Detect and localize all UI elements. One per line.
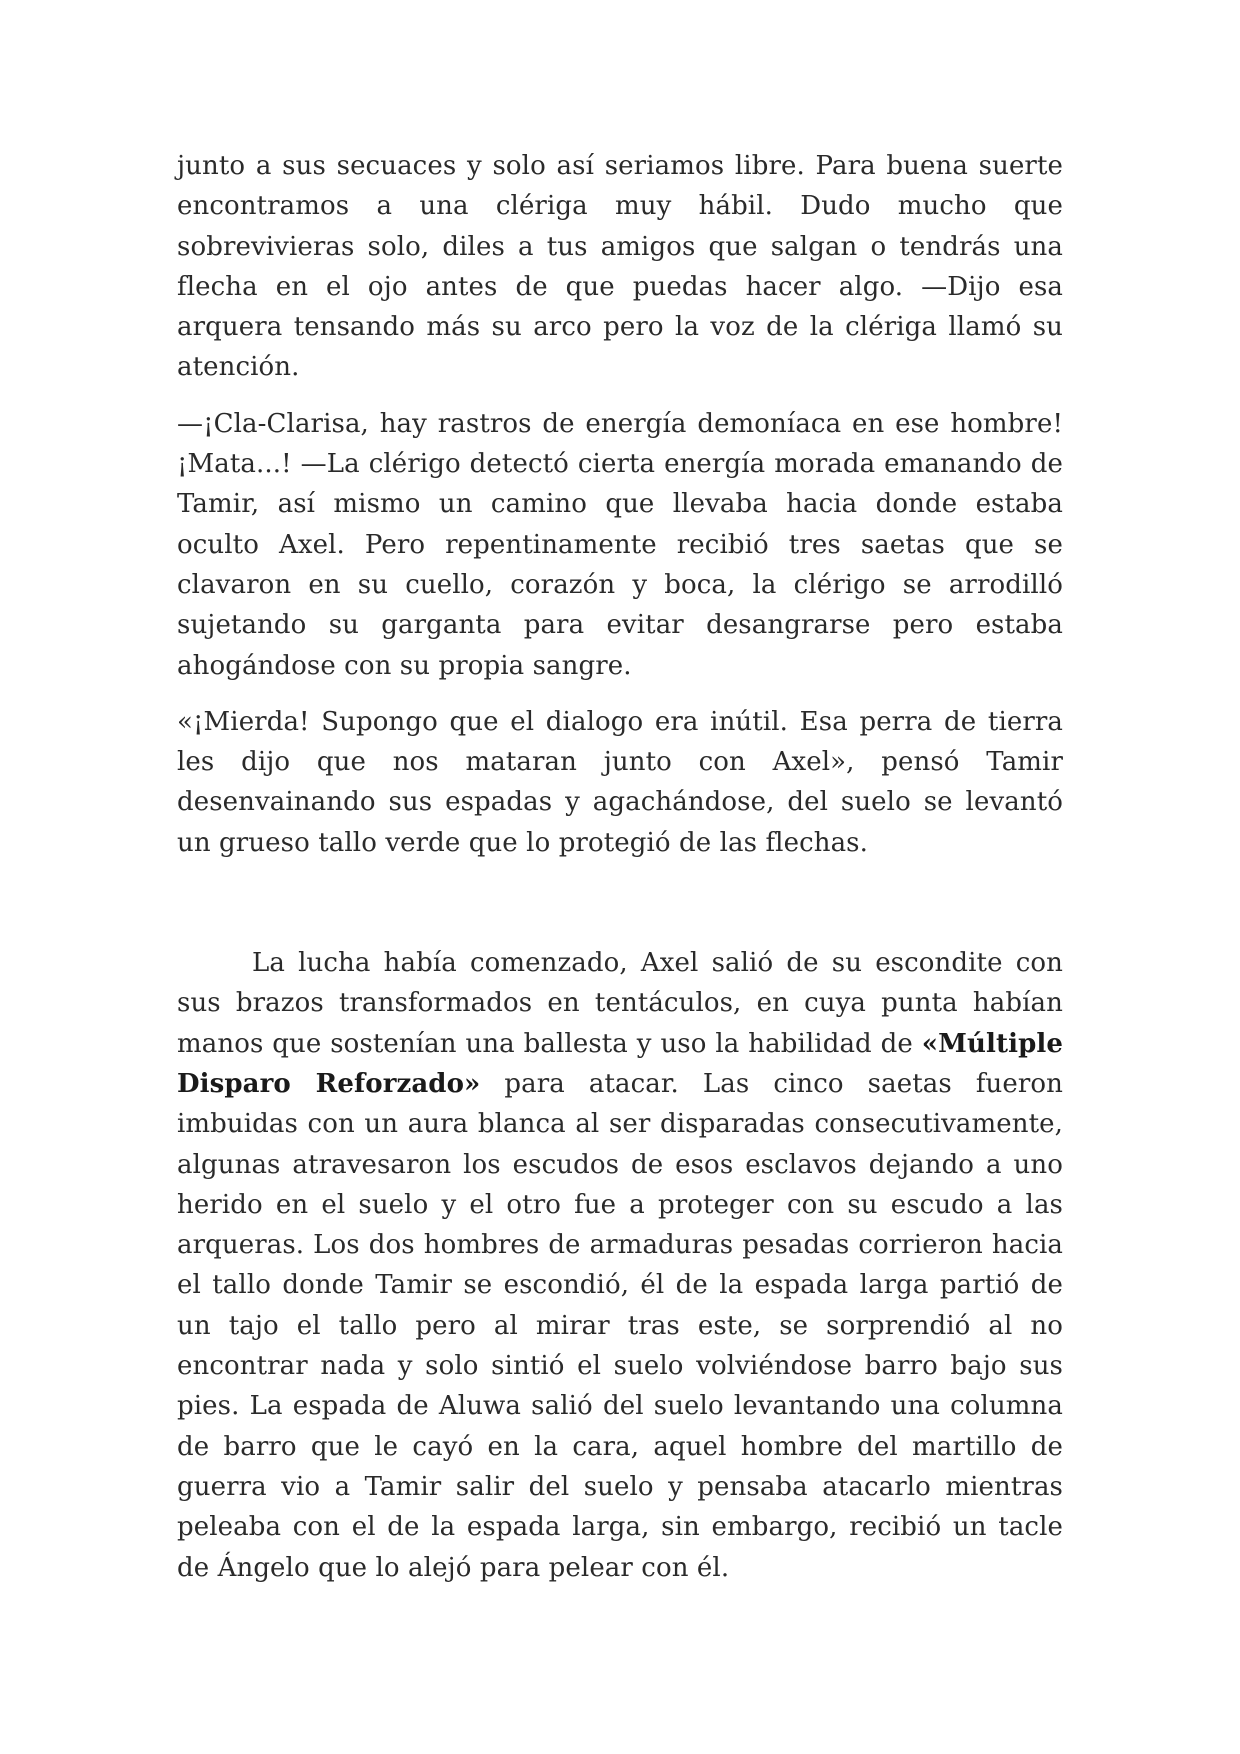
paragraph: junto a sus secuaces y solo así seriamos libre. Para buena suerte encontramos a una clériga muy hábil. Dudo mucho que sobrevivieras solo, diles a tus amigos que salgan o tendrás una flecha en el ojo antes de que puedas hacer algo. —Dijo esa arquera tensando más su arco pero la voz de la clériga llamó su atención. [177, 151, 1063, 383]
skill-name: «Múltiple Disparo Reforzado» [177, 1028, 1063, 1099]
paragraph: «¡Mierda! Supongo que el dialogo era inútil. Esa perra de tierra les dijo que nos mataran junto con Axel», pensó Tamir desenvainando sus espadas y agachándose, del suelo se levantó un grueso tallo verde que lo protegió de las flechas. [177, 706, 1063, 858]
paragraph-text: La lucha había comenzado, Axel salió de su escondite con sus brazos transformados en tentáculos, en cuya punta habían manos que sostenían una ballesta y uso la habilidad de [177, 948, 1063, 1059]
paragraph-text: para atacar. Las cinco saetas fueron imbuidas con un aura blanca al ser disparadas consecutivamente, algunas atravesaron los escudos de esos esclavos dejando a uno herido en el suelo y el otro fue a proteger con su escudo a las arqueras. Los dos hombres de armaduras pesadas corrieron hacia el tallo donde Tamir se escondió, él de la espada larga partió de un tajo el tallo pero al mirar tras este, se sorprendió al no encontrar nada y solo sintió el suelo volviéndose barro bajo sus pies. La espada de Aluwa salió del suelo levantando una columna de barro que le cayó en la cara, aquel hombre del martillo de guerra vio a Tamir salir del suelo y pensaba atacarlo mientras peleaba con el de la espada larga, sin embargo, recibió un tacle de Ángelo que lo alejó para pelear con él. [177, 1068, 1063, 1583]
paragraph: —¡Cla-Clarisa, hay rastros de energía demoníaca en ese hombre! ¡Mata...! —La clérigo detectó cierta energía morada emanando de Tamir, así mismo un camino que llevaba hacia donde estaba oculto Axel. Pero repentinamente recibió tres saetas que se clavaron en su cuello, corazón y boca, la clérigo se arrodilló sujetando su garganta para evitar desangrarse pero estaba ahogándose con su propia sangre. [177, 408, 1063, 681]
paragraph [177, 943, 1063, 1588]
body-text [177, 146, 1063, 1588]
